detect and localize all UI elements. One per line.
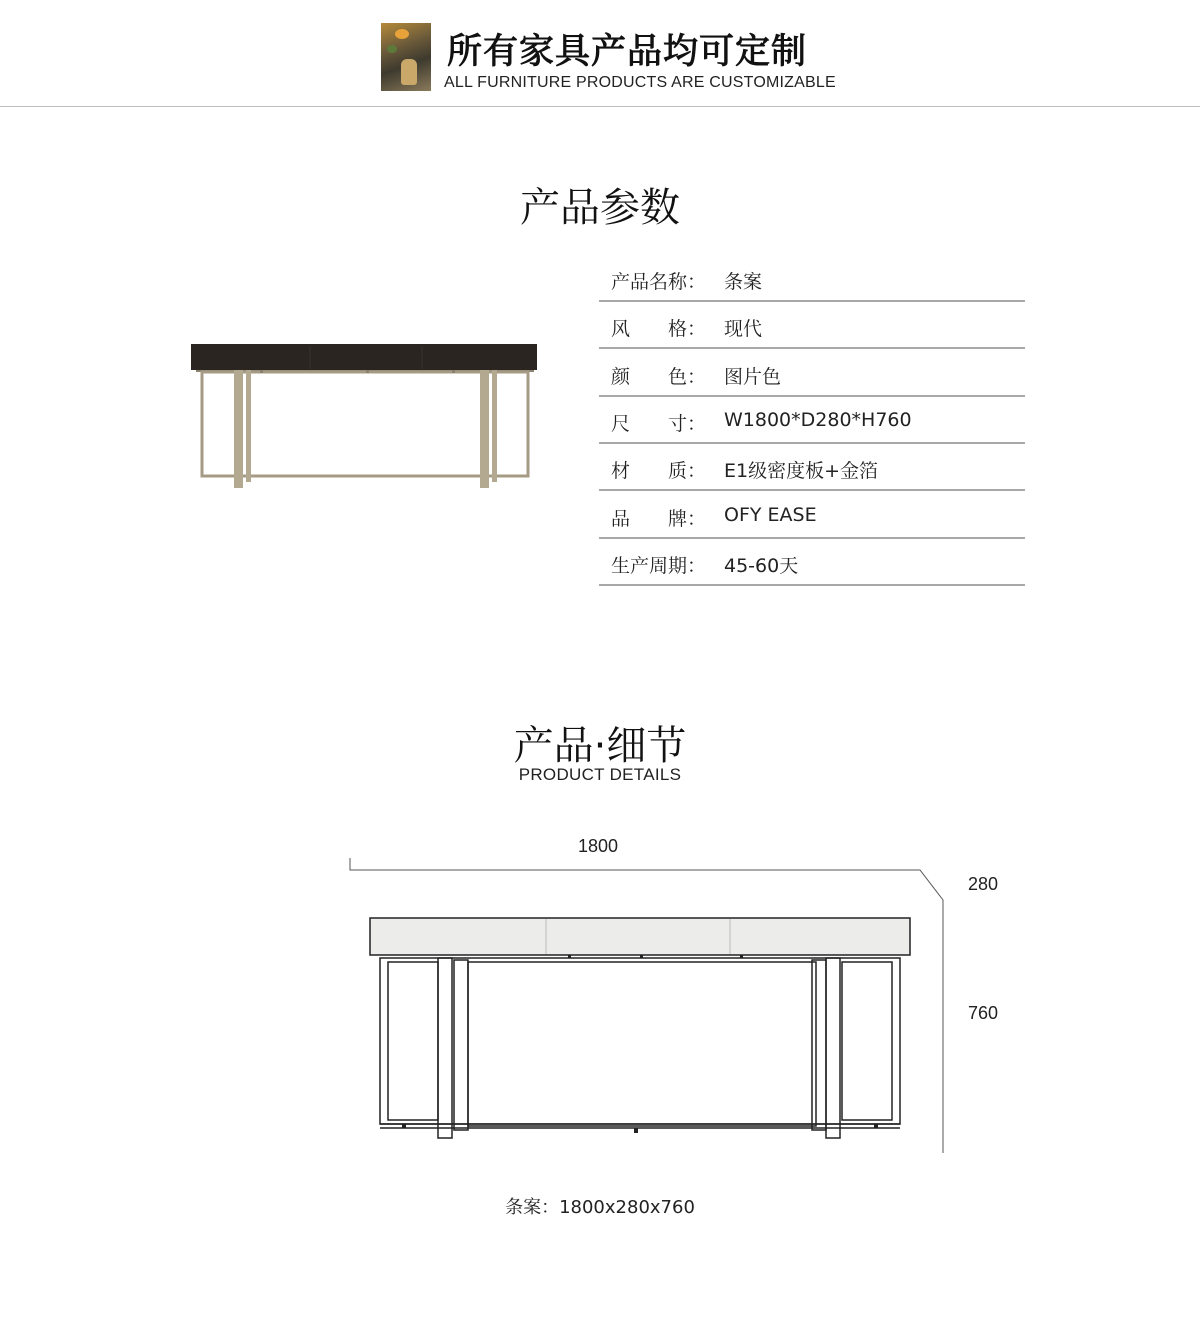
table-top — [191, 344, 537, 370]
dimension-height-label: 760 — [968, 1003, 999, 1023]
header-thumbnail — [381, 23, 431, 91]
spec-label: 颜 色： — [611, 366, 707, 388]
drawing-feet — [402, 955, 878, 1133]
spec-value: W1800*D280*H760 — [724, 409, 912, 431]
spec-row — [599, 302, 1025, 349]
spec-label: 尺 寸： — [611, 413, 707, 435]
spec-value: 条案 — [724, 271, 763, 293]
params-title: 产品参数 — [520, 185, 680, 231]
dimension-drawing — [340, 830, 1020, 1170]
details-subtitle: PRODUCT DETAILS — [518, 765, 682, 784]
spec-label: 风 格： — [611, 318, 707, 340]
header-subtitle: ALL FURNITURE PRODUCTS ARE CUSTOMIZABLE — [444, 74, 836, 91]
vase-decoration — [401, 59, 417, 85]
details-caption: 条案：1800x280x760 — [505, 1197, 695, 1218]
spec-value: 图片色 — [724, 366, 782, 388]
spec-label: 材 质： — [611, 460, 707, 482]
leaf-decoration — [387, 45, 397, 53]
spec-row — [599, 492, 1025, 539]
spec-value: OFY EASE — [724, 504, 817, 526]
drawing-table-top — [370, 918, 910, 955]
spec-value: E1级密度板+金箔 — [724, 460, 879, 482]
spec-label: 生产周期： — [611, 555, 707, 577]
spec-label: 品 牌： — [611, 508, 707, 530]
spec-row — [599, 444, 1025, 491]
spec-divider — [599, 489, 1025, 491]
spec-value: 45-60天 — [724, 555, 799, 577]
dimension-depth-label: 280 — [968, 874, 999, 894]
details-title: 产品·细节 — [513, 723, 687, 769]
spec-divider — [599, 347, 1025, 349]
table-legs — [234, 370, 497, 488]
spec-value: 现代 — [724, 318, 763, 340]
dimension-lines — [350, 858, 943, 1153]
header-divider — [0, 106, 1200, 107]
spec-row — [599, 397, 1025, 444]
spec-row — [599, 350, 1025, 397]
spec-label: 产品名称： — [611, 271, 707, 293]
spec-row — [599, 539, 1025, 586]
drawing-frame — [380, 958, 900, 1138]
flower-decoration — [395, 29, 409, 39]
spec-row — [599, 255, 1025, 302]
dimension-width-label: 1800 — [578, 836, 619, 856]
header-title: 所有家具产品均可定制 — [447, 32, 808, 72]
product-photo — [190, 340, 540, 490]
spec-divider — [599, 584, 1025, 586]
